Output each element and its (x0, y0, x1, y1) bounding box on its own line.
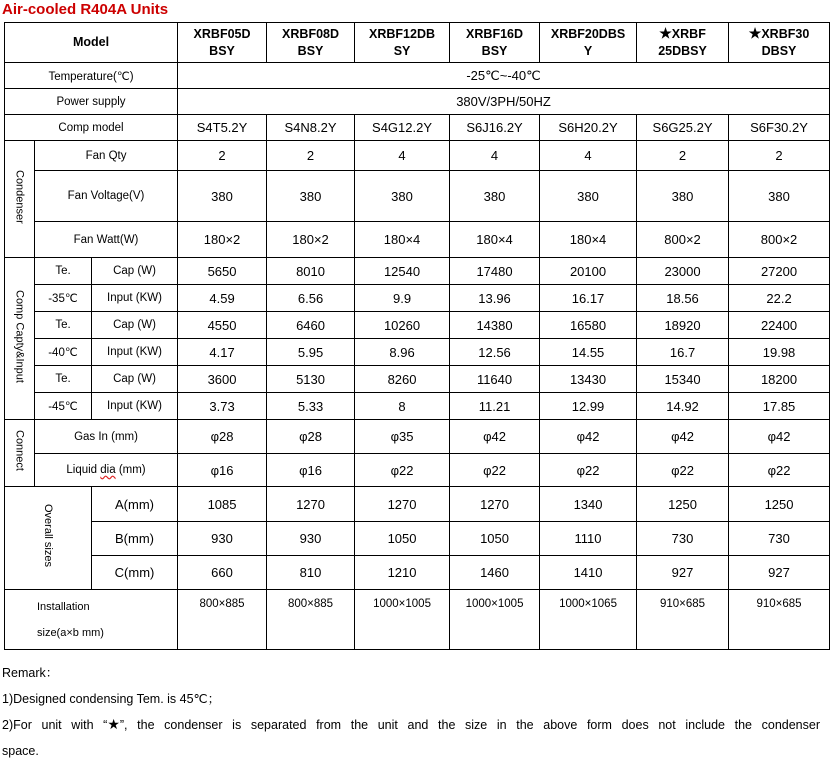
input-row (5, 393, 830, 420)
value-cell: 2 (178, 141, 267, 171)
remark-title: Remark： (2, 666, 59, 680)
value-cell: 4 (450, 141, 540, 171)
comp-model-label: Comp model (5, 115, 178, 141)
value-cell: 19.98 (729, 339, 830, 366)
input-label: Input (KW) (92, 285, 178, 312)
gas-in-label: Gas In (mm) (35, 420, 178, 454)
value-cell: 1050 (355, 522, 450, 556)
value-cell: 22400 (729, 312, 830, 339)
value-cell: 930 (267, 522, 355, 556)
value-cell: 1460 (450, 556, 540, 590)
value-cell: 5.95 (267, 339, 355, 366)
value-cell: 4 (540, 141, 637, 171)
header-row (5, 23, 830, 63)
value-cell: 4550 (178, 312, 267, 339)
value-cell: φ22 (450, 454, 540, 487)
value-cell: φ16 (267, 454, 355, 487)
value-cell: 13430 (540, 366, 637, 393)
value-cell: 380 (637, 171, 729, 222)
value-cell: φ22 (729, 454, 830, 487)
cap-row (5, 312, 830, 339)
value-cell: 1000×1005 (355, 590, 450, 650)
value-cell: 10260 (355, 312, 450, 339)
value-cell: 22.2 (729, 285, 830, 312)
value-cell: 927 (729, 556, 830, 590)
value-cell: 1270 (450, 487, 540, 522)
fan-voltage-label: Fan Voltage(V) (35, 171, 178, 222)
value-cell: 16.17 (540, 285, 637, 312)
te-temp: -35℃ (35, 285, 92, 312)
value-cell: S4G12.2Y (355, 115, 450, 141)
connect-group-label: Connect (13, 430, 26, 471)
value-cell: S6G25.2Y (637, 115, 729, 141)
input-label: Input (KW) (92, 339, 178, 366)
cap-label: Cap (W) (92, 312, 178, 339)
value-cell: 5.33 (267, 393, 355, 420)
value-cell: 17.85 (729, 393, 830, 420)
te-label: Te. (35, 312, 92, 339)
value-cell: φ35 (355, 420, 450, 454)
value-cell: 4.59 (178, 285, 267, 312)
value-cell: φ28 (267, 420, 355, 454)
value-cell: 800×885 (267, 590, 355, 650)
model-header-cell: ★XRBF 25DBSY (637, 23, 729, 63)
model-header-cell: XRBF16D BSY (450, 23, 540, 63)
remark-line-2: 2)For unit with “★”, the condenser is separated from the unit and the size in the above form does not include the condenser (2, 716, 820, 732)
spec-table (4, 22, 830, 650)
remark-line-1: 1)Designed condensing Tem. is 45℃； (2, 692, 221, 706)
value-cell: 1000×1065 (540, 590, 637, 650)
value-cell: 180×4 (355, 222, 450, 258)
capacity-group-label: Comp Capty&Input (13, 289, 26, 383)
value-cell: 1270 (355, 487, 450, 522)
value-cell: 1250 (729, 487, 830, 522)
fan-voltage-row (5, 171, 830, 222)
condenser-group-cell (5, 141, 35, 258)
star-icon: ★ (107, 716, 120, 732)
value-cell: 8.96 (355, 339, 450, 366)
fan-qty-label: Fan Qty (35, 141, 178, 171)
fan-watt-label: Fan Watt(W) (35, 222, 178, 258)
input-row (5, 285, 830, 312)
value-cell: 660 (178, 556, 267, 590)
value-cell: 8 (355, 393, 450, 420)
value-cell: 1210 (355, 556, 450, 590)
value-cell: 20100 (540, 258, 637, 285)
condenser-group-label: Condenser (13, 169, 26, 224)
sizes-group-label: Overall sizes (42, 504, 54, 567)
model-header-cell: ★XRBF30 DBSY (729, 23, 830, 63)
value-cell: 17480 (450, 258, 540, 285)
te-temp: -45℃ (35, 393, 92, 420)
model-header-cell: XRBF20DBS Y (540, 23, 637, 63)
input-row (5, 339, 830, 366)
installation-row (5, 590, 830, 650)
temperature-row (5, 63, 830, 89)
value-cell: 810 (267, 556, 355, 590)
value-cell: 910×685 (729, 590, 830, 650)
value-cell: 380 (178, 171, 267, 222)
value-cell: 4 (355, 141, 450, 171)
fan-qty-row (5, 141, 830, 171)
value-cell: 800×2 (637, 222, 729, 258)
value-cell: φ22 (637, 454, 729, 487)
size-b-row (5, 522, 830, 556)
value-cell: 2 (729, 141, 830, 171)
value-cell: S6F30.2Y (729, 115, 830, 141)
value-cell: S4N8.2Y (267, 115, 355, 141)
value-cell: φ16 (178, 454, 267, 487)
size-c-row (5, 556, 830, 590)
value-cell: 5650 (178, 258, 267, 285)
gas-in-row (5, 420, 830, 454)
value-cell: φ22 (540, 454, 637, 487)
model-header-cell: XRBF12DB SY (355, 23, 450, 63)
value-cell: 6460 (267, 312, 355, 339)
te-label: Te. (35, 366, 92, 393)
value-cell: 9.9 (355, 285, 450, 312)
value-cell: 180×4 (450, 222, 540, 258)
power-label: Power supply (5, 89, 178, 115)
connect-group-cell (5, 420, 35, 487)
value-cell: 18200 (729, 366, 830, 393)
size-a-row (5, 487, 830, 522)
model-header-cell: XRBF05D BSY (178, 23, 267, 63)
value-cell: 14.55 (540, 339, 637, 366)
temperature-value: -25℃~-40℃ (178, 63, 830, 89)
value-cell: 14380 (450, 312, 540, 339)
cap-row (5, 258, 830, 285)
size-c-label: C(mm) (92, 556, 178, 590)
installation-label: Installation size(a×b mm) (5, 590, 178, 650)
size-a-label: A(mm) (92, 487, 178, 522)
star-icon: ★ (748, 24, 762, 41)
power-value: 380V/3PH/50HZ (178, 89, 830, 115)
value-cell: S6H20.2Y (540, 115, 637, 141)
value-cell: 27200 (729, 258, 830, 285)
value-cell: 1340 (540, 487, 637, 522)
size-b-label: B(mm) (92, 522, 178, 556)
star-icon: ★ (659, 24, 672, 41)
capacity-group-cell (5, 258, 35, 420)
value-cell: 730 (637, 522, 729, 556)
value-cell: 927 (637, 556, 729, 590)
liquid-label: Liquid dia (mm) (35, 454, 178, 487)
value-cell: 8010 (267, 258, 355, 285)
value-cell: 1110 (540, 522, 637, 556)
value-cell: 18.56 (637, 285, 729, 312)
value-cell: 180×2 (178, 222, 267, 258)
value-cell: 12.99 (540, 393, 637, 420)
value-cell: 1250 (637, 487, 729, 522)
cap-label: Cap (W) (92, 366, 178, 393)
sizes-group-cell (5, 487, 92, 590)
value-cell: 180×2 (267, 222, 355, 258)
value-cell: 8260 (355, 366, 450, 393)
te-label: Te. (35, 258, 92, 285)
value-cell: 1270 (267, 487, 355, 522)
value-cell: S6J16.2Y (450, 115, 540, 141)
value-cell: 800×2 (729, 222, 830, 258)
cap-row (5, 366, 830, 393)
value-cell: 380 (355, 171, 450, 222)
value-cell: 380 (729, 171, 830, 222)
value-cell: S4T5.2Y (178, 115, 267, 141)
value-cell: 380 (267, 171, 355, 222)
value-cell: 3.73 (178, 393, 267, 420)
value-cell: 1085 (178, 487, 267, 522)
model-header-cell: XRBF08D BSY (267, 23, 355, 63)
value-cell: φ28 (178, 420, 267, 454)
value-cell: φ42 (450, 420, 540, 454)
value-cell: 3600 (178, 366, 267, 393)
model-header: Model (5, 23, 178, 63)
value-cell: 800×885 (178, 590, 267, 650)
value-cell: 23000 (637, 258, 729, 285)
value-cell: 930 (178, 522, 267, 556)
value-cell: 16580 (540, 312, 637, 339)
value-cell: 14.92 (637, 393, 729, 420)
value-cell: φ22 (355, 454, 450, 487)
page-title: Air-cooled R404A Units (2, 1, 169, 18)
value-cell: φ42 (637, 420, 729, 454)
fan-watt-row (5, 222, 830, 258)
spec-table-body (5, 23, 830, 650)
value-cell: 2 (267, 141, 355, 171)
value-cell: 1000×1005 (450, 590, 540, 650)
value-cell: 1410 (540, 556, 637, 590)
value-cell: φ42 (729, 420, 830, 454)
value-cell: 380 (540, 171, 637, 222)
value-cell: 11640 (450, 366, 540, 393)
power-row (5, 89, 830, 115)
comp-model-row (5, 115, 830, 141)
value-cell: 1050 (450, 522, 540, 556)
input-label: Input (KW) (92, 393, 178, 420)
value-cell: 11.21 (450, 393, 540, 420)
value-cell: 18920 (637, 312, 729, 339)
liquid-row (5, 454, 830, 487)
value-cell: 2 (637, 141, 729, 171)
value-cell: 5130 (267, 366, 355, 393)
te-temp: -40℃ (35, 339, 92, 366)
value-cell: 12540 (355, 258, 450, 285)
value-cell: 6.56 (267, 285, 355, 312)
value-cell: 4.17 (178, 339, 267, 366)
remark-line-3: space. (2, 744, 39, 758)
temperature-label: Temperature(℃) (5, 63, 178, 89)
remarks (2, 660, 820, 764)
value-cell: 15340 (637, 366, 729, 393)
value-cell: φ42 (540, 420, 637, 454)
value-cell: 16.7 (637, 339, 729, 366)
value-cell: 730 (729, 522, 830, 556)
value-cell: 180×4 (540, 222, 637, 258)
value-cell: 380 (450, 171, 540, 222)
cap-label: Cap (W) (92, 258, 178, 285)
value-cell: 13.96 (450, 285, 540, 312)
value-cell: 910×685 (637, 590, 729, 650)
value-cell: 12.56 (450, 339, 540, 366)
